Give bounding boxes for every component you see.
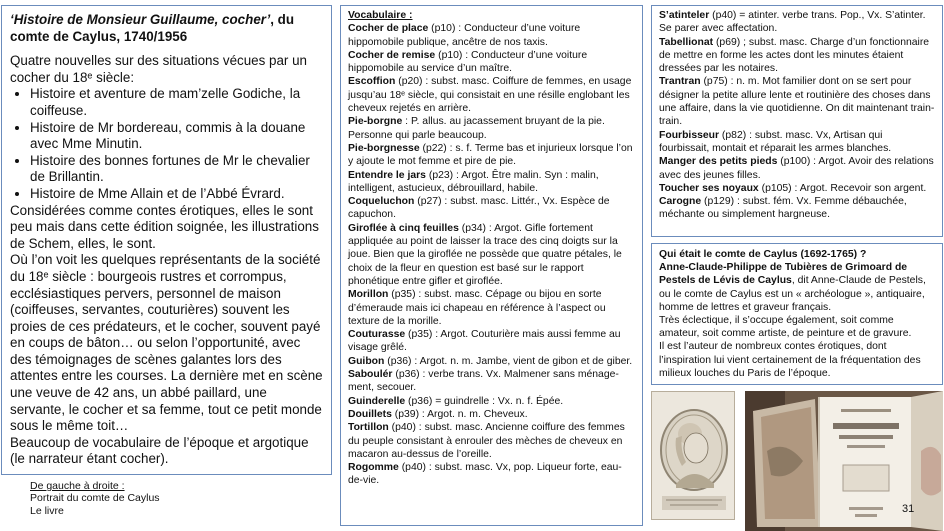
image-caption	[30, 480, 330, 517]
vocabulary-entry	[348, 169, 635, 196]
vocabulary-entry	[348, 222, 635, 288]
vocabulary-entry	[348, 142, 635, 169]
story-list	[10, 86, 323, 202]
vocabulary-term: Cocher de remise	[348, 49, 436, 61]
portrait-drawing	[652, 392, 735, 520]
vocabulary-definition: (p36) = guindrelle : Vx. n. f. Épée.	[405, 395, 564, 407]
vocabulary-definition: (p27) : subst. masc. Littér., Vx. Espèce de capuchon.	[348, 196, 610, 221]
vocabulary-term: Pie-borgnesse	[348, 142, 420, 154]
vocabulary-entry	[659, 129, 935, 156]
vocabulary-term: S’atinteler	[659, 10, 710, 21]
vocabulary-definition: (p40) : subst. masc. Vx, pop. Liqueur forte, eau-de-vie.	[348, 462, 622, 487]
vocabulary-definition: (p75) : n. m. Mot familier dont on se sert pour désigner la petite allure lente et routinière des choses dans une affaire, dans la vie quotidienne. On dit maintenant train-train.	[659, 76, 935, 128]
vocabulary-definition: (p22) : s. f. Terme bas et injurieux lorsque l’on y ajoute le mot femme et pire de pie.	[348, 142, 633, 168]
page-number: 31	[902, 503, 915, 515]
bio-question: Qui était le comte de Caylus (1692-1765) ?	[659, 249, 867, 260]
vocabulary-definition: (p36) : verbe trans. Vx. Malmener sans ménage-ment, secouer.	[348, 369, 619, 394]
vocabulary-term: Manger des petits pieds	[659, 156, 778, 168]
vocabulary-definition: (p100) : Argot. Avoir des relations avec des jeunes filles.	[659, 156, 934, 181]
vocabulary-term: Coqueluchon	[348, 196, 415, 208]
vocabulary-definition: (p129) : subst. fém. Vx. Femme débauchée, méchante ou simplement hargneuse.	[659, 196, 907, 221]
vocabulary-term: Cocher de place	[348, 23, 429, 35]
vocabulary-definition: (p69) ; subst. masc. Charge d’un fonctionnaire de mettre en forme les actes dont les minutes étaient dressées par les notaires.	[659, 36, 930, 75]
vocabulary-entry	[348, 75, 635, 115]
bio-name: Anne-Claude-Philippe de Tubières de Grimoard de Pestels de Lévis de Caylus	[659, 262, 908, 287]
vocabulary-definition: (p40) = atinter. verbe trans. Pop., Vx. S’atinter. Se parer avec affectation.	[659, 10, 926, 35]
paragraph-vocabulary: Beaucoup de vocabulaire de l’époque et argotique (le narrateur étant cocher).	[10, 434, 309, 467]
vocabulary-term: Tabellionat	[659, 36, 714, 48]
vocabulary-entry	[348, 288, 635, 328]
vocabulary-entry	[348, 328, 635, 355]
vocabulary-term: Fourbisseur	[659, 129, 720, 141]
vocabulary-entry	[348, 195, 635, 222]
book-title: ‘Histoire de Monsieur Guillaume, cocher’, du comte de Caylus, 1740/1956	[10, 12, 295, 44]
vocabulary-definition: (p35) : Argot. Couturière mais aussi femme au visage grêlé.	[348, 329, 621, 354]
vocabulary-list	[659, 9, 935, 222]
vocabulary-definition: (p10) : Conducteur d’une voiture hippomobile au service d’un maître.	[348, 49, 588, 75]
paragraph-erotic: Considérées comme contes érotiques, elles le sont peu mais dans cette édition soignée, les illustrations de Schem, elles, le sont.	[10, 202, 319, 251]
vocabulary-entry	[348, 355, 635, 368]
bio-text: Très éclectique, il s’occupe également, soit comme amateur, soit comme artiste, de peinture et de gravure.	[659, 315, 912, 340]
vocabulary-definition: (p34) : Argot. Gifle fortement appliquée au point de laisser la trace des cinq doigts sur la joue. Bien que la giroflée ne possède que quatre pétales, le choix de la fleur en question est basé sur le rapport phonétique entre gifler et giroflée.	[348, 222, 622, 287]
bio-text: Il est l’auteur de nombreux contes érotiques, dont l’inspiration lui vient certainement de la fréquentation des milieux louches du Paris de l’époque.	[659, 341, 921, 379]
vocabulary-term: Guinderelle	[348, 395, 406, 407]
story-item: • Histoire de Mme Allain et de l’Abbé Évrard.	[30, 186, 323, 203]
vocabulary-term: Morillon	[348, 289, 389, 301]
vocabulary-term: Carogne	[659, 196, 702, 208]
paragraph-society: Où l’on voit les quelques représentants de la société du 18ᵉ siècle : bourgeois rustres et corrompus, ecclésiastiques pervers, personnel de maison (coiffeuses, servantes, couturières) souvent les proies de ces prédateurs, et le cocher, souvent payé en coups de bâton… ou selon l’opportunité, avec des témoignages de scènes galantes lors des attentes entre les courses. La dernière met en scène une veuve de 42 ans, un abbé paillard, une servante, le cocher et sa femme, tout ce petit monde sous le même toit…	[10, 252, 323, 434]
vocabulary-definition: (p23) : Argot. Être malin. Syn : malin, intelligent, astucieux, débrouillard, habile.	[348, 169, 599, 194]
vocabulary-term: Rogomme	[348, 462, 399, 474]
vocabulary-list	[348, 22, 635, 487]
vocabulary-entry	[659, 75, 935, 128]
vocabulary-term: Saboulér	[348, 369, 393, 381]
summary-box	[1, 5, 332, 475]
vocabulary-definition: (p40) : subst. masc. Ancienne coiffure des femmes du peuple consistant à enrouler des mèches de cheveux en macaron au-dessus de l’oreille.	[348, 422, 625, 460]
vocabulary-box-continued	[651, 5, 943, 237]
story-item: • Histoire de Mr bordereau, commis à la douane avec Mme Minutin.	[30, 120, 323, 153]
caption-heading: De gauche à droite :	[30, 480, 125, 492]
vocabulary-entry	[659, 195, 935, 222]
vocabulary-definition: : P. allus. au jacassement bruyant de la pie. Personne qui parle beaucoup.	[348, 116, 605, 141]
vocabulary-entry	[659, 9, 935, 36]
vocabulary-definition: (p39) : Argot. n. m. Cheveux.	[391, 408, 528, 420]
vocabulary-term: Toucher ses noyaux	[659, 182, 759, 194]
vocabulary-entry	[348, 408, 635, 421]
vocabulary-entry	[348, 421, 635, 461]
caption-line: Le livre	[30, 504, 64, 517]
vocabulary-term: Tortillon	[348, 422, 389, 434]
vocabulary-definition: (p105) : Argot. Recevoir son argent.	[758, 182, 927, 194]
vocabulary-term: Pie-borgne	[348, 116, 403, 128]
vocabulary-entry	[659, 182, 935, 195]
vocabulary-entry	[348, 395, 635, 408]
vocabulary-entry	[348, 115, 635, 142]
vocabulary-definition: (p82) : subst. masc. Vx, Artisan qui fourbissait, montait et réparait les armes blanches.	[659, 129, 892, 154]
vocabulary-entry	[659, 155, 935, 182]
portrait-image	[651, 391, 735, 520]
vocabulary-term: Entendre le jars	[348, 169, 426, 181]
vocabulary-entry	[659, 36, 935, 76]
vocabulary-box	[340, 5, 643, 526]
vocabulary-term: Douillets	[348, 408, 392, 420]
vocabulary-term: Couturasse	[348, 329, 406, 341]
story-item: • Histoire et aventure de mam’zelle Godiche, la coiffeuse.	[30, 86, 323, 119]
vocabulary-term: Trantran	[659, 76, 701, 88]
vocabulary-entry	[348, 368, 635, 395]
vocabulary-term: Giroflée à cinq feuilles	[348, 222, 459, 234]
vocabulary-entry	[348, 22, 635, 49]
vocabulary-entry	[348, 461, 635, 488]
intro-text: Quatre nouvelles sur des situations vécues par un cocher du 18ᵉ siècle:	[10, 53, 307, 85]
vocabulary-term: Guibon	[348, 355, 385, 367]
vocabulary-term: Escoffion	[348, 76, 396, 88]
vocabulary-definition: (p35) : subst. masc. Cépage ou bijou en sorte d’émeraude mais ici chapeau en référence à l’aspect ou texture de la morille.	[348, 289, 606, 327]
vocabulary-definition: (p20) : subst. masc. Coiffure de femmes, en usage jusqu’au 18ᵉ siècle, qui consistait en une résille englobant les cheveux rejetés en arrière.	[348, 76, 632, 115]
bio-text: Anne-Claude-Philippe de Tubières de Grimoard de Pestels de Lévis de Caylus, dit Anne-Claude de Pestels, ou le comte de Caylus est un « archéologue », antiquaire, homme de lettres et graveur français.	[659, 262, 926, 313]
vocabulary-definition: (p36) : Argot. n. m. Jambe, vient de gibon et de giber.	[384, 355, 633, 367]
vocabulary-entry	[348, 49, 635, 76]
vocabulary-heading: Vocabulaire :	[348, 10, 413, 21]
story-item: • Histoire des bonnes fortunes de Mr le chevalier de Brillantin.	[30, 153, 323, 186]
vocabulary-definition: (p10) : Conducteur d’une voiture hippomobile publique, ancêtre de nos taxis.	[348, 23, 581, 48]
caylus-bio-box	[651, 243, 943, 385]
caption-line: Portrait du comte de Caylus	[30, 492, 160, 505]
